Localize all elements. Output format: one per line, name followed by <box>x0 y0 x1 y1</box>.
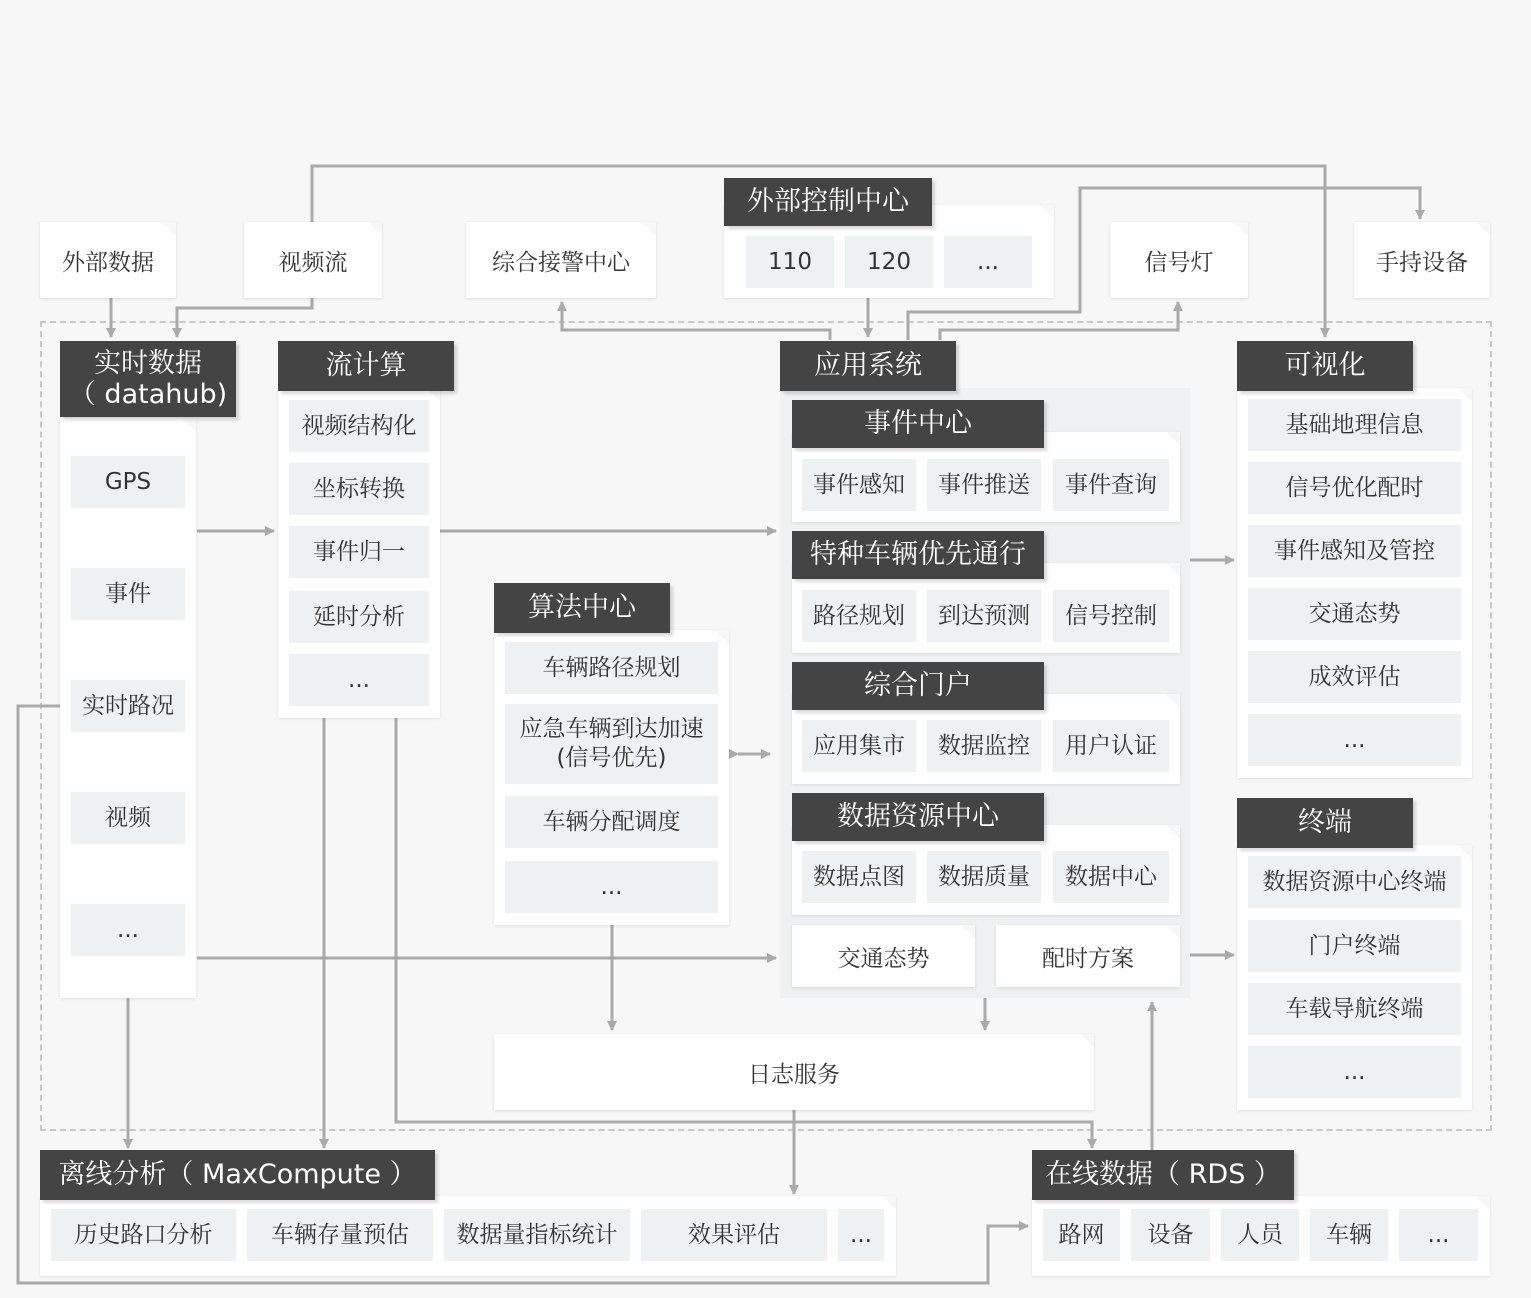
online-item: 车辆 <box>1310 1209 1388 1261</box>
stream-item: 延时分析 <box>289 591 429 643</box>
external-control-title: 外部控制中心 <box>724 178 932 226</box>
algorithm-item <box>505 704 718 784</box>
terminal-title: 终端 <box>1237 798 1413 848</box>
app-timing-plan-label: 配时方案 <box>1042 945 1134 972</box>
arrow-app-to-signal <box>940 302 1178 340</box>
app-group-item: 事件推送 <box>927 459 1041 511</box>
app-traffic-status-label: 交通态势 <box>837 945 930 972</box>
visual-title: 可视化 <box>1237 341 1413 391</box>
algorithm-item: 车辆路径规划 <box>505 642 718 694</box>
visual-item: 成效评估 <box>1248 651 1461 703</box>
stream-item: 事件归一 <box>289 526 429 578</box>
offline-title: 离线分析（ MaxCompute ） <box>40 1150 435 1200</box>
app-group-item: 信号控制 <box>1053 590 1169 642</box>
visual-item: 事件感知及管控 <box>1248 525 1461 577</box>
offline-item: 历史路口分析 <box>51 1209 236 1261</box>
offline-item: 车辆存量预估 <box>247 1209 433 1261</box>
app-traffic-status-card <box>792 925 975 987</box>
offline-item: 效果评估 <box>641 1209 827 1261</box>
log-service-box <box>494 1034 1094 1110</box>
realtime-item-gps: GPS <box>71 456 185 508</box>
app-group-title: 数据资源中心 <box>792 793 1044 841</box>
app-group-item: 用户认证 <box>1053 720 1169 772</box>
alarm-center-label: 综合接警中心 <box>492 249 630 276</box>
app-timing-plan-card <box>996 925 1180 987</box>
terminal-item: 门户终端 <box>1248 920 1461 972</box>
external-data-label: 外部数据 <box>62 249 154 276</box>
realtime-data-title-line1: 实时数据 <box>94 347 202 379</box>
online-item: 路网 <box>1043 1209 1120 1261</box>
app-group-item: 应用集市 <box>802 720 916 772</box>
log-service-label: 日志服务 <box>748 1061 840 1088</box>
handheld-device-box <box>1354 222 1490 298</box>
online-item: ... <box>1399 1209 1478 1261</box>
online-item: 人员 <box>1221 1209 1299 1261</box>
algorithm-title: 算法中心 <box>494 583 670 633</box>
visual-item: ... <box>1248 714 1461 766</box>
stream-item: 坐标转换 <box>289 463 429 515</box>
terminal-item: 数据资源中心终端 <box>1248 856 1461 908</box>
app-group-item: 路径规划 <box>802 590 916 642</box>
realtime-item-video: 视频 <box>71 792 185 844</box>
signal-light-box <box>1110 222 1248 298</box>
algorithm-item: ... <box>505 861 718 913</box>
stream-item: 视频结构化 <box>289 400 429 452</box>
external-control-item: ... <box>944 236 1032 288</box>
arrow-video-to-realtime <box>177 298 312 337</box>
arrow-app-to-alarm <box>562 302 830 340</box>
algorithm-item-text: 应急车辆到达加速 (信号优先) <box>519 716 704 771</box>
handheld-device-label: 手持设备 <box>1376 249 1468 276</box>
realtime-data-title <box>60 341 236 417</box>
app-group-item: 数据质量 <box>927 851 1041 903</box>
signal-light-label: 信号灯 <box>1144 249 1214 276</box>
terminal-item: 车载导航终端 <box>1248 983 1461 1035</box>
realtime-data-title-line2: （ datahub) <box>68 379 228 410</box>
external-control-item: 120 <box>845 236 933 288</box>
stream-item: ... <box>289 654 429 706</box>
app-group-item: 到达预测 <box>927 590 1041 642</box>
online-item: 设备 <box>1131 1209 1210 1261</box>
app-group-title: 特种车辆优先通行 <box>792 531 1044 579</box>
visual-item: 基础地理信息 <box>1248 399 1461 451</box>
video-stream-box <box>244 222 382 298</box>
video-stream-label: 视频流 <box>278 249 348 276</box>
app-group-item: 数据监控 <box>927 720 1041 772</box>
online-title: 在线数据（ RDS ） <box>1032 1150 1294 1200</box>
external-data-box <box>40 222 176 298</box>
app-system-title: 应用系统 <box>780 341 956 391</box>
realtime-item-event: 事件 <box>71 568 185 620</box>
realtime-item-more: ... <box>71 904 185 956</box>
app-group-item: 数据中心 <box>1053 851 1169 903</box>
app-group-title: 事件中心 <box>792 400 1044 448</box>
algorithm-item: 车辆分配调度 <box>505 796 718 848</box>
offline-item: 数据量指标统计 <box>444 1209 630 1261</box>
external-control-item: 110 <box>746 236 834 288</box>
app-group-item: 事件感知 <box>802 459 916 511</box>
stream-title: 流计算 <box>278 341 454 391</box>
visual-item: 信号优化配时 <box>1248 462 1461 514</box>
app-group-item: 数据点图 <box>802 851 916 903</box>
terminal-item: ... <box>1248 1046 1461 1098</box>
app-group-title: 综合门户 <box>792 662 1044 710</box>
offline-item: ... <box>838 1209 884 1261</box>
visual-item: 交通态势 <box>1248 588 1461 640</box>
realtime-item-traffic: 实时路况 <box>71 680 185 732</box>
app-group-item: 事件查询 <box>1053 459 1169 511</box>
alarm-center-box <box>466 222 656 298</box>
